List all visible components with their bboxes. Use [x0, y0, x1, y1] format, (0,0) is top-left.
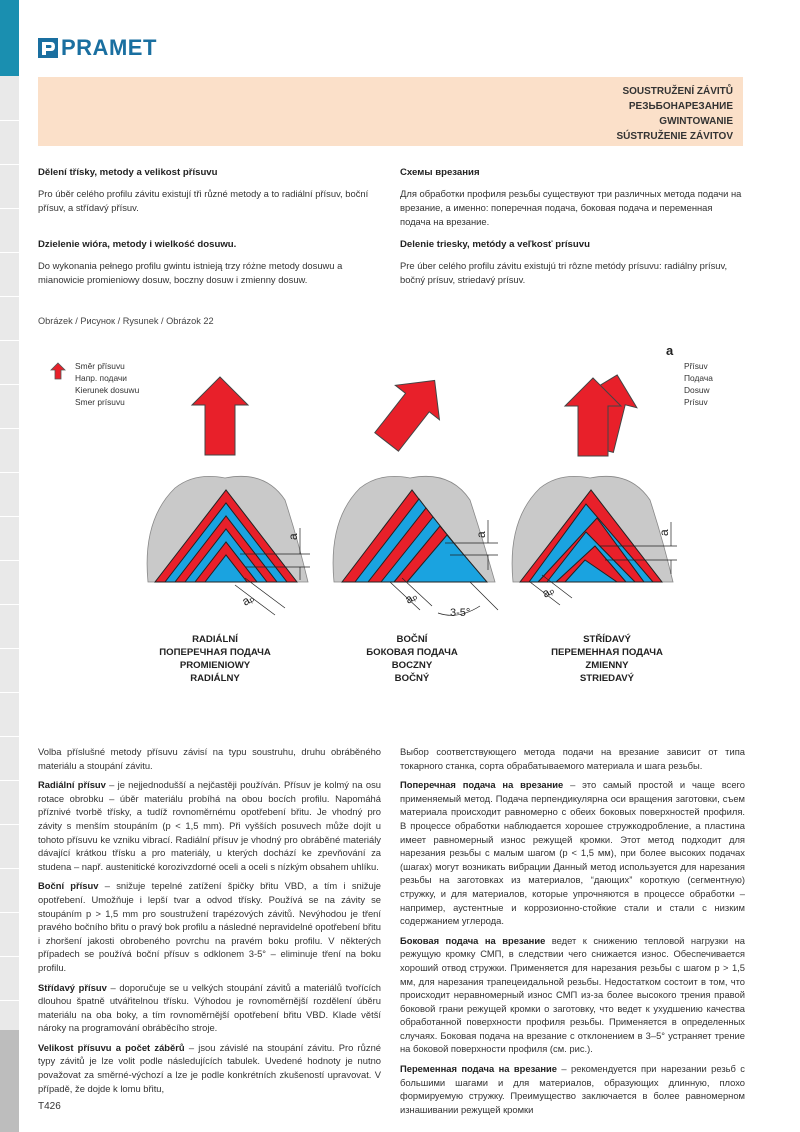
alternating-infeed-diagram: [505, 470, 690, 620]
alternating-label-sk: STRIEDAVÝ: [579, 673, 635, 684]
legend-direction-pl: Kierunek dosuwu: [75, 385, 140, 395]
legend-direction-sk: Smer prísuvu: [75, 397, 125, 407]
flank-label-ru: БОКОВАЯ ПОДАЧА: [366, 647, 458, 658]
intro-sk-text: Pre úber celého profilu závitu existujú tri rôzne metódy prísuvu: radiálny prísuv, bočný prísuv, striedavý prísuv.: [400, 260, 728, 285]
body-ru-para: Выбор соответствующего метода подачи на врезание зависит от типа токарного станка, сорта обрабатываемого материала и шага резьбы.: [400, 746, 745, 771]
pramet-logo-icon: [38, 38, 58, 58]
method-label-radial: [145, 633, 285, 685]
radial-label-ru: ПОПЕРЕЧНАЯ ПОДАЧА: [159, 647, 271, 658]
legend-direction-cz: Směr přísuvu: [75, 361, 125, 371]
radial-label-pl: PROMIENIOWY: [179, 660, 251, 671]
legend-direction-ru: Напр. подачи: [75, 373, 127, 383]
body-cz-para: Střídavý přísuv – doporučuje se u velkých stoupání závitů a materiálů tvořících dlouhou špatně utvářitelnou třísku. Výhodou je rovnoměrnější rozdělení úběru materiálu na oba boky, a tím rovnoměrnější opotřebení břitu VBD. Klade větší nároky na programování obráběcího stroje.: [38, 981, 381, 1034]
figure-caption: Obrázek / Рисунок / Rysunek / Obrázok 22: [38, 316, 214, 326]
flank-dim-ap: aₚ: [402, 588, 420, 607]
alternating-label-cz: STŘÍDAVÝ: [583, 634, 631, 645]
radial-infeed-arrow-icon: [190, 375, 250, 457]
intro-pl-heading: Dzielenie wióra, metody i wielkość dosuwu.: [38, 239, 237, 250]
radial-dim-ap: aₚ: [239, 590, 257, 609]
intro-sk: [400, 238, 745, 287]
flank-label-sk: BOČNÝ: [394, 673, 430, 684]
intro-ru: [400, 166, 745, 229]
radial-label-sk: RADIÁLNY: [190, 673, 240, 684]
legend-a-ru: Подача: [684, 373, 713, 383]
title-ru: РЕЗЬБОНАРЕЗАНИЕ: [628, 101, 733, 112]
alternating-dim-ap: aₚ: [539, 582, 557, 601]
radial-infeed-diagram: [140, 470, 325, 620]
page-number: T426: [38, 1101, 61, 1112]
radial-label-cz: RADIÁLNÍ: [192, 634, 238, 645]
intro-pl: [38, 238, 373, 287]
section-titles: [617, 84, 734, 144]
alternating-infeed-arrow-icon: [560, 370, 640, 460]
radial-dim-a: a: [286, 533, 300, 540]
body-ru-para: Поперечная подача на врезание – это самый простой и чаще всего применяемый метод. Подача перпендикулярна оси вращения заготовки, съем материала происходит равномерно с обеих боковых поверхностей профиля. В процессе обработки наблюдается хорошее стружкодробление, а пластина имеет равномерный износ режущей кромки. Этот метод подходит для нарезания резьбы с малым шагом (p < 1,5 мм), при более высоких подачах (шагах) могут возникать вибрации Данный метод используется для нарезания резьбы на заготовках из материалов, “дающих” короткую (сегментную) стружку, и для материалов, которые упрочняются в процессе обработки – например, аустентные и коррозионно-стойкие стали и стали с низким содержанием углерода.: [400, 779, 745, 927]
title-sk: SÚSTRUŽENIE ZÁVITOV: [616, 131, 733, 142]
body-text-cz: [38, 745, 381, 1101]
title-pl: GWINTOWANIE: [659, 116, 733, 127]
title-cz: SOUSTRUŽENÍ ZÁVITŮ: [622, 86, 733, 97]
intro-ru-heading: Схемы врезания: [400, 167, 480, 178]
flank-label-pl: BOCZNY: [391, 660, 433, 671]
flank-angle-label: 3-5°: [450, 607, 471, 619]
side-tab-accent: [0, 0, 19, 76]
alternating-label-pl: ZMIENNY: [585, 660, 629, 671]
alternating-label-ru: ПЕРЕМЕННАЯ ПОДАЧА: [551, 647, 663, 658]
body-cz-para: Radiální přísuv – je nejjednodušší a nejčastěji používán. Přísuv je kolmý na osu rotace obrobku – úběr materiálu probíhá na obou bocích profilu. Napomáhá příznivé tvorbě třísky, a tudíž rovnoměrnému opotřebení břitu. Je vhodný pro závity s menším stoupáním (p < 1,5 mm). Při vyšších posuvech může dojít u tohoto přísuvu ke vzniku vibrací. Radiální přísuv je vhodný pro obráběné materiály dávající krátkou třísku a pro materiály, u kterých dochází ke zpevňování za studena – např. austenitické korozivzdorné oceli a oceli s nízkým obsahem uhlíku.: [38, 779, 381, 872]
body-cz-para: Velikost přísuvu a počet záběrů – jsou závislé na stoupání závitu. Pro různé typy závitů je lze volit podle následujících tabulek. Uvedené hodnoty je nutno považovat za směrné-výchozí a lze je podle konkrétních zkušeností upravovat. V případě, že dojde k lomu břitu,: [38, 1041, 381, 1094]
intro-cz-text: Pro úběr celého profilu závitu existují tři různé metody a to radiální přísuv, boční přísuv, a střídavý přísuv.: [38, 188, 369, 213]
legend-infeed: [666, 343, 713, 407]
body-cz-para: Volba příslušné metody přísuvu závisí na typu soustruhu, druhu obráběného materiálu a stoupání závitu.: [38, 746, 381, 771]
legend-a-cz: Přísuv: [684, 361, 708, 371]
intro-ru-text: Для обработки профиля резьбы существуют три различных метода подачи на врезание, а именно: поперечная подача, боковая подача и переменная подача на врезание.: [400, 188, 742, 227]
flank-dim-a: a: [474, 531, 488, 538]
legend-a-symbol: a: [666, 343, 674, 358]
flank-label-cz: BOČNÍ: [396, 634, 428, 645]
side-tab-strip: [0, 0, 19, 1132]
small-arrow-icon: [50, 362, 66, 380]
intro-sk-heading: Delenie triesky, metódy a veľkosť prísuvu: [400, 239, 590, 250]
intro-pl-text: Do wykonania pełnego profilu gwintu istnieją trzy różne metody dosuwu a mianowicie promieniowy dosuw, boczny dosuw i zmienny dosuw.: [38, 260, 343, 285]
intro-cz-heading: Dělení třísky, metody a velikost přísuvu: [38, 167, 218, 178]
body-ru-para: Переменная подача на врезание – рекомендуется при нарезании резьб с большими шагами и для материалов, образующих длинную, плохо формируемую стружку. Преимущество заключается в более равномерном изнашивании режущей кромки: [400, 1063, 745, 1115]
body-text-ru: [400, 745, 745, 1122]
section-title-band: [38, 77, 743, 146]
body-ru-para: Боковая подача на врезание ведет к снижению тепловой нагрузки на режущую кромку СМП, в следствии чего снижается износ. Обеспечивается хороший отвод стружки. Применяется для нарезания резьбы с шагом p > 1,5 мм, для нарезания трапецеидальной резьбы. Недостатком состоит в том, что происходит неравномерный износ СМП из-за более высокого трения правой боковой грани режущей кромки о заготовку, что ведет к ухудшению качества обработанной поверхности профиля резьбы. Применяется в определенных случаях. Боковая подача на врезание с отклонением в 3–5° устраняет трение на боковой поверхности профиля (см. рис.).: [400, 934, 745, 1055]
body-cz-para: Boční přísuv – snižuje tepelné zatížení špičky břitu VBD, a tím i snižuje opotřebení. Umožňuje i lepší tvar a odvod třísky. Používá se na závity se stoupáním p > 1,5 mm pro soustružení trapézových závitů. Nevýhodou je tření pravého bočního břitu o pravý bok profilu a následné nepravidelné opotřebení břitu i zhoršení jakosti obrobeného povrchu na pravém boku profilu. V některých případech se používá boční přísuv s odklonem 3-5° – eliminuje tření na boku profilu.: [38, 880, 381, 973]
side-tab-active: [0, 1030, 19, 1132]
legend-a-sk: Prísuv: [684, 397, 708, 407]
intro-cz: [38, 166, 373, 215]
legend-a-pl: Dosuw: [684, 385, 710, 395]
method-label-alternating: [537, 633, 677, 685]
method-label-flank: [342, 633, 482, 685]
alternating-dim-a: a: [657, 529, 671, 536]
brand-name: PRAMET: [61, 35, 157, 60]
flank-infeed-diagram: [320, 470, 510, 620]
pramet-logo: [38, 37, 157, 59]
flank-infeed-arrow-icon: [370, 370, 450, 455]
